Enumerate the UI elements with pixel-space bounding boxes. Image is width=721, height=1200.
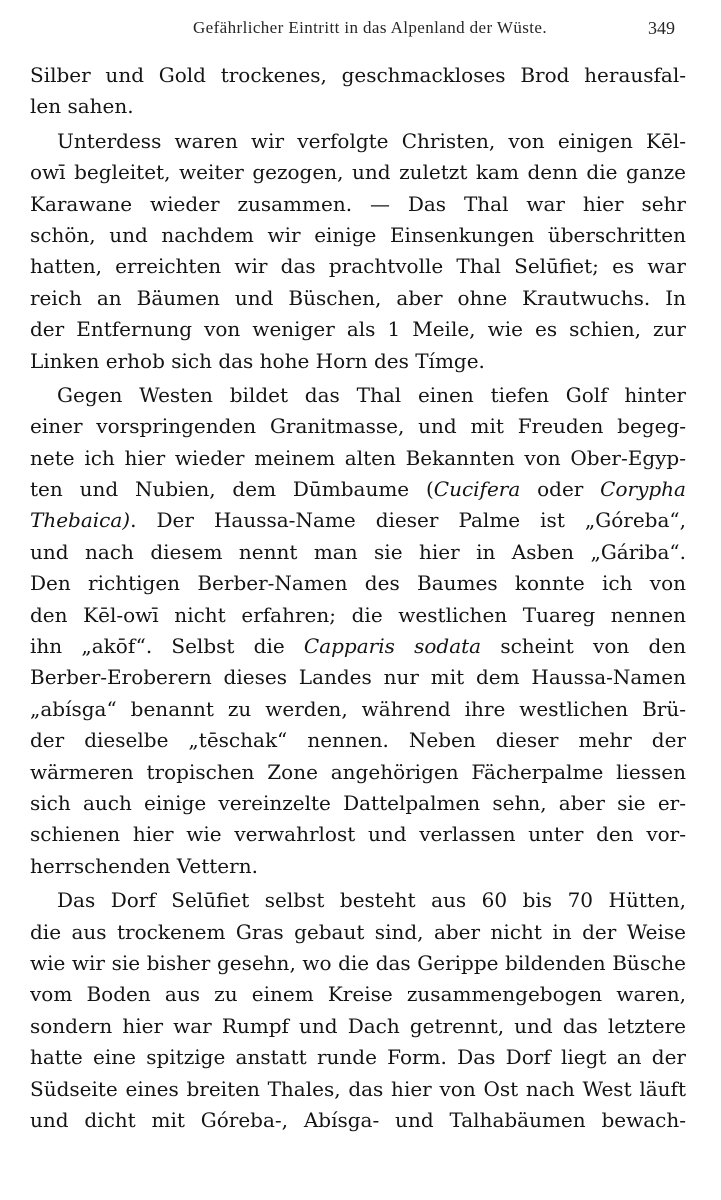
text-line: „abísga“ benannt zu werden, während ihre westlichen Brü-	[30, 696, 686, 721]
species-name: Corypha	[600, 477, 686, 502]
text-line: schienen hier wie verwahrlost und verlassen unter den vor-	[30, 822, 686, 847]
text-line: die aus trockenem Gras gebaut sind, aber nicht in der Weise	[30, 919, 686, 944]
species-name: Capparis sodata	[303, 634, 482, 659]
text-line: Karawane wieder zusammen. — Das Thal war hier sehr	[30, 191, 686, 216]
text-line	[30, 631, 686, 662]
text-line: Das Dorf Selūfiet selbst besteht aus 60 bis 70 Hütten,	[57, 888, 686, 913]
text-line: sondern hier war Rumpf und Dach getrennt, und das letztere	[30, 1013, 686, 1038]
text-line: len sahen.	[30, 94, 134, 119]
species-name: Thebaica)	[30, 508, 131, 533]
text-segment: scheint von den	[481, 634, 686, 659]
text-line: und dicht mit Góreba-, Abísga- und Talhabäumen bewach-	[30, 1107, 686, 1132]
text-segment: ten und Nubien, dem Dūmbaume (	[30, 477, 434, 502]
text-line: Berber-Eroberern dieses Landes nur mit dem Haussa-Namen	[30, 665, 686, 690]
running-title: Gefährlicher Eintritt in das Alpenland der Wüste.	[193, 18, 547, 37]
text-line: owī begleitet, weiter gezogen, und zuletzt kam denn die ganze	[30, 160, 686, 185]
text-line: vom Boden aus zu einem Kreise zusammengebogen waren,	[30, 982, 686, 1007]
text-segment: ihn „akōf“. Selbst die	[30, 634, 304, 659]
species-name: Cucifera	[433, 477, 521, 502]
text-line: hatte eine spitzige anstatt runde Form. Das Dorf liegt an der	[30, 1045, 686, 1070]
body-text	[30, 60, 686, 1136]
text-line: hatten, erreichten wir das prachtvolle Thal Selūfiet; es war	[30, 254, 686, 279]
text-line: und nach diesem nennt man sie hier in Asben „Gáriba“.	[30, 539, 686, 564]
text-line: schön, und nachdem wir einige Einsenkungen überschritten	[30, 222, 686, 247]
text-line	[30, 505, 686, 536]
text-line: wärmeren tropischen Zone angehörigen Fächerpalme liessen	[30, 759, 686, 784]
running-head	[0, 14, 721, 44]
text-line: nete ich hier wieder meinem alten Bekannten von Ober-Egyp-	[30, 445, 686, 470]
text-line: der Entfernung von weniger als 1 Meile, wie es schien, zur	[30, 317, 686, 342]
page-number: 349	[648, 18, 675, 38]
text-line: herrschenden Vettern.	[30, 853, 258, 878]
text-line: wie wir sie bisher gesehn, wo die das Gerippe bildenden Büsche	[30, 950, 686, 975]
text-line: Unterdess waren wir verfolgte Christen, von einigen Kēl-	[57, 128, 686, 153]
text-line: den Kēl-owī nicht erfahren; die westlichen Tuareg nennen	[30, 602, 686, 627]
text-line: der dieselbe „tēschak“ nennen. Neben dieser mehr der	[30, 728, 686, 753]
text-line: reich an Bäumen und Büschen, aber ohne Krautwuchs. In	[30, 285, 686, 310]
text-line: einer vorspringenden Granitmasse, und mit Freuden begeg-	[30, 414, 686, 439]
text-line: Linken erhob sich das hohe Horn des Tímge.	[30, 348, 485, 373]
text-segment: oder	[520, 477, 601, 502]
text-line: Den richtigen Berber-Namen des Baumes konnte ich von	[30, 571, 686, 596]
text-line: Silber und Gold trockenes, geschmackloses Brod herausfal-	[30, 63, 686, 87]
text-line: sich auch einige vereinzelte Dattelpalmen sehn, aber sie er-	[30, 790, 686, 815]
text-segment: . Der Haussa-Name dieser Palme ist „Góreba“,	[130, 508, 686, 533]
text-line	[30, 474, 686, 505]
text-line: Gegen Westen bildet das Thal einen tiefen Golf hinter	[57, 382, 686, 407]
text-line: Südseite eines breiten Thales, das hier von Ost nach West läuft	[30, 1076, 686, 1101]
